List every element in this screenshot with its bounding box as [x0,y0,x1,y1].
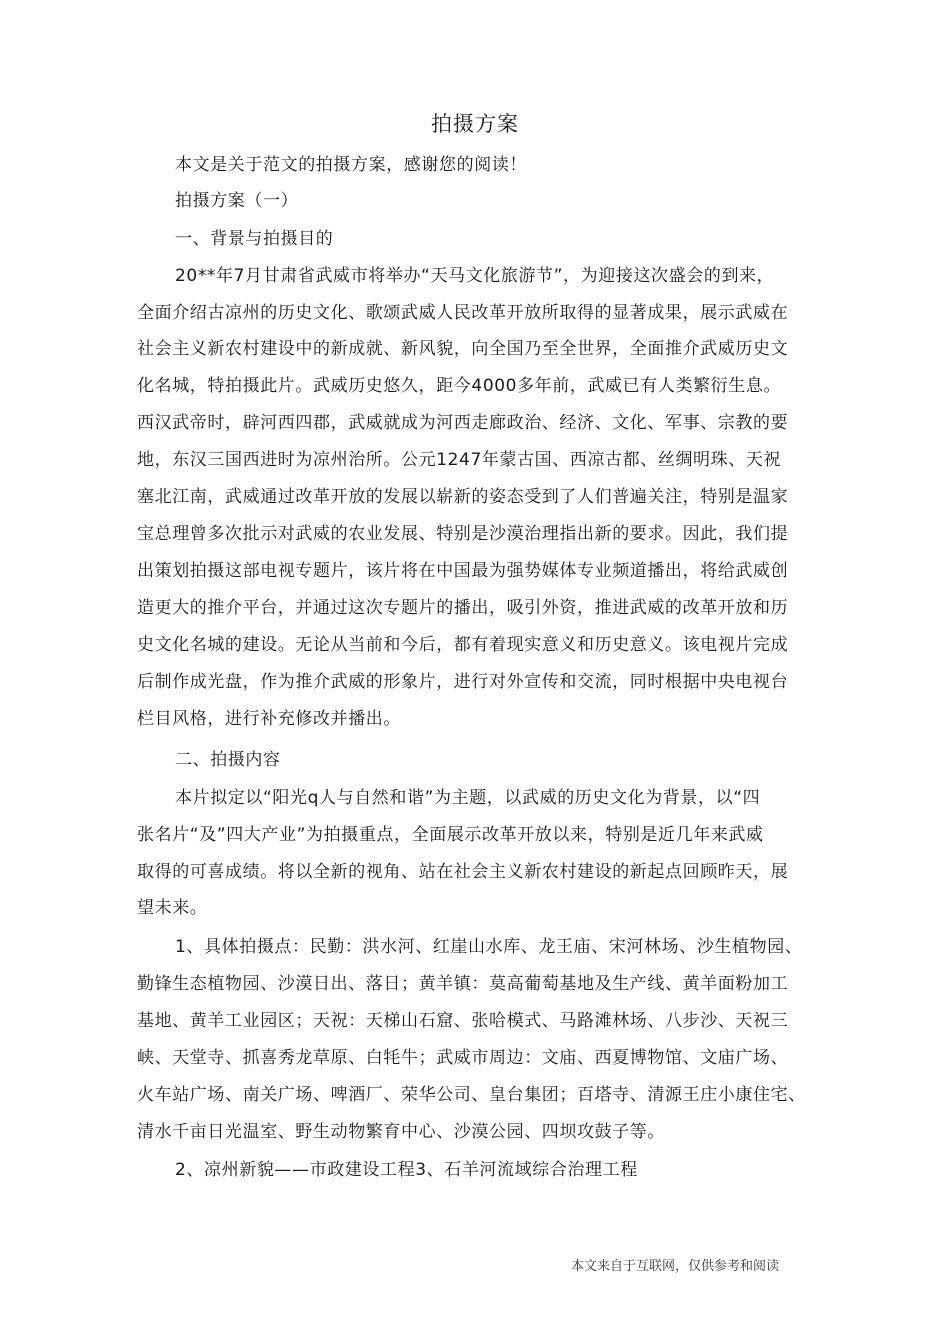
section-heading: 一、背景与拍摄目的 [175,229,334,249]
paragraph-line: 史文化名城的建设。无论从当前和今后，都有着现实意义和历史意义。该电视片完成 [137,635,789,655]
paragraph-line: 基地、黄羊工业园区；天祝：天梯山石窟、张哈模式、马路滩林场、八步沙、天祝三 [137,1011,789,1031]
paragraph-line: 1、具体拍摄点：民勤：洪水河、红崖山水库、龙王庙、宋河林场、沙生植物园、 [175,937,803,957]
paragraph-line: 取得的可喜成绩。将以全新的视角、站在社会主义新农村建设的新起点回顾昨天，展 [137,862,789,882]
paragraph-line: 清水千亩日光温室、野生动物繁育中心、沙漠公园、四坝攻鼓子等。 [137,1122,665,1142]
page-title: 拍摄方案 [431,112,519,136]
intro-line: 本文是关于范文的拍摄方案，感谢您的阅读！ [175,155,527,175]
paragraph-line: 望未来。 [137,898,208,918]
paragraph-line: 火车站广场、南关广场、啤酒厂、荣华公司、皇台集团；百塔寺、清源王庄小康住宅、 [137,1085,806,1105]
paragraph-line: 20**年7月甘肃省武威市将举办“天马文化旅游节”，为迎接这次盛会的到来， [175,266,775,286]
section-heading: 拍摄方案（一） [175,191,299,211]
paragraph-line: 宝总理曾多次批示对武威的农业发展、特别是沙漠治理指出新的要求。因此，我们提 [137,524,789,544]
section-heading: 二、拍摄内容 [175,750,281,770]
paragraph-line: 栏目风格，进行补充修改并播出。 [137,709,401,729]
paragraph-line: 塞北江南，武威通过改革开放的发展以崭新的姿态受到了人们普遍关注，特别是温家 [137,487,789,507]
paragraph-line: 2、凉州新貌——市政建设工程3、石羊河流域综合治理工程 [175,1160,638,1180]
paragraph-line: 地，东汉三国西进时为凉州治所。公元1247年蒙古国、西凉古都、丝绸明珠、天祝 [137,450,782,470]
paragraph-line: 全面介绍古凉州的历史文化、歌颂武威人民改革开放所取得的显著成果，展示武威在 [137,303,789,323]
paragraph-line: 出策划拍摄这部电视专题片，该片将在中国最为强势媒体专业频道播出，将给武威创 [137,561,789,581]
paragraph-line: 勤锋生态植物园、沙漠日出、落日；黄羊镇：莫高葡萄基地及生产线、黄羊面粉加工 [137,974,789,994]
paragraph-line: 西汉武帝时，辟河西四郡，武威就成为河西走廊政治、经济、文化、军事、宗教的要 [137,413,789,433]
paragraph-line: 社会主义新农村建设中的新成就、新风貌，向全国乃至全世界，全面推介武威历史文 [137,339,789,359]
paragraph-line: 本片拟定以“阳光q人与自然和谐”为主题，以武威的历史文化为背景，以“四 [175,788,761,808]
paragraph-line: 化名城，特拍摄此片。武威历史悠久，距今4000多年前，武威已有人类繁衍生息。 [137,376,782,396]
footer-note: 本文来自于互联网，仅供参考和阅读 [571,1259,780,1274]
paragraph-line: 后制作成光盘，作为推介武威的形象片，进行对外宣传和交流，同时根据中央电视台 [137,672,789,692]
paragraph-line: 张名片“及”四大产业”为拍摄重点，全面展示改革开放以来，特别是近几年来武威 [137,825,764,845]
paragraph-line: 造更大的推介平台，并通过这次专题片的播出，吸引外资，推进武威的改革开放和历 [137,598,789,618]
paragraph-line: 峡、天堂寺、抓喜秀龙草原、白牦牛；武威市周边：文庙、西夏博物馆、文庙广场、 [137,1048,789,1068]
